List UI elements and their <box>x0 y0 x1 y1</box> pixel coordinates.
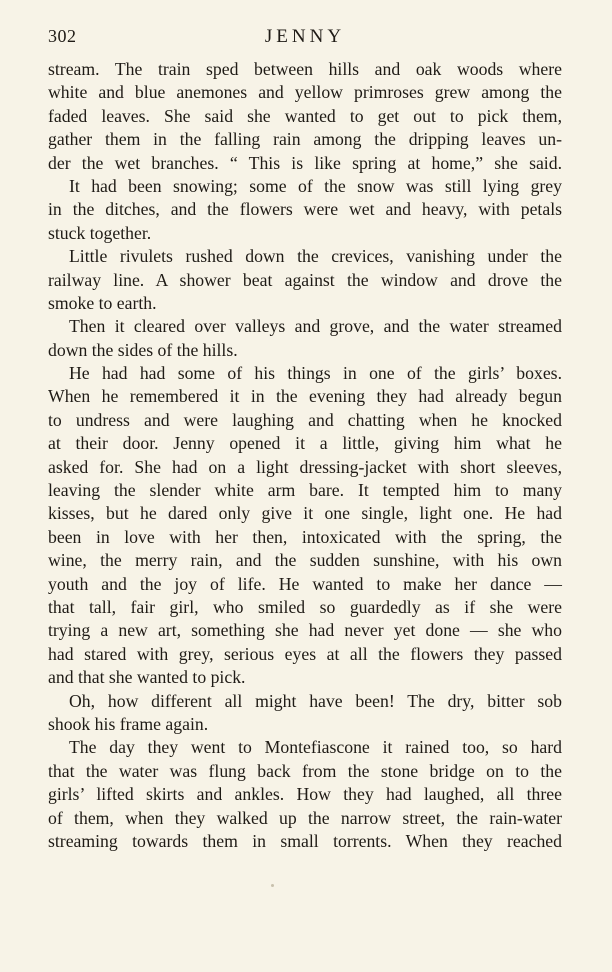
text-line: youth and the joy of life. He wanted to make her dance — <box>48 573 562 594</box>
page-number: 302 <box>48 26 77 46</box>
text-line: smoke to earth. <box>48 292 157 313</box>
text-line: railway line. A shower beat against the window and drove the <box>48 269 562 290</box>
text-line: stream. The train sped between hills and oak woods where <box>48 59 562 79</box>
running-head: JENNY <box>264 26 346 47</box>
text-line: gather them in the falling rain among the dripping leaves un- <box>48 129 562 150</box>
text-line: in the ditches, and the flowers were wet and heavy, with petals <box>48 199 562 220</box>
text-line: to undress and were laughing and chatting when he knocked <box>48 409 562 430</box>
page-header <box>48 26 562 52</box>
text-line: and that she wanted to pick. <box>48 667 246 688</box>
text-line: faded leaves. She said she wanted to get out to pick them, <box>48 105 562 126</box>
text-line: kisses, but he dared only give it one single, light one. He had <box>48 503 562 524</box>
text-line: shook his frame again. <box>48 713 209 734</box>
text-line: trying a new art, something she had never yet done — she who <box>48 620 562 641</box>
text-line: that tall, fair girl, who smiled so guardedly as if she were <box>48 596 562 617</box>
text-line: had stared with grey, serious eyes at all the flowers they passed <box>48 643 562 664</box>
text-line: Little rivulets rushed down the crevices, vanishing under the <box>69 246 562 267</box>
paper-speck <box>271 884 274 887</box>
text-line: leaving the slender white arm bare. It tempted him to many <box>48 480 562 501</box>
text-line: of them, when they walked up the narrow street, the rain-water <box>48 807 562 828</box>
text-line: at their door. Jenny opened it a little, giving him what he <box>48 433 562 454</box>
text-line: Oh, how different all might have been! The dry, bitter sob <box>69 690 562 711</box>
text-line: white and blue anemones and yellow primroses grew among the <box>48 82 562 103</box>
text-line: girls’ lifted skirts and ankles. How they had laughed, all three <box>48 784 562 805</box>
text-line: that the water was flung back from the stone bridge on to the <box>48 760 562 781</box>
text-line: It had been snowing; some of the snow was still lying grey <box>69 175 562 196</box>
text-line: been in love with her then, intoxicated with the spring, the <box>48 526 562 547</box>
text-line: Then it cleared over valleys and grove, and the water streamed <box>69 316 562 337</box>
text-line: asked for. She had on a light dressing-jacket with short sleeves, <box>48 456 562 477</box>
text-line: stuck together. <box>48 222 152 243</box>
text-line: The day they went to Montefiascone it rained too, so hard <box>69 737 562 758</box>
text-line: When he remembered it in the evening they had already begun <box>48 386 562 407</box>
text-line: wine, the merry rain, and the sudden sunshine, with his own <box>48 550 562 571</box>
text-line: der the wet branches. “ This is like spring at home,” she said. <box>48 152 562 173</box>
text-line: He had had some of his things in one of the girls’ boxes. <box>69 363 562 384</box>
text-line: down the sides of the hills. <box>48 339 238 360</box>
text-line: streaming towards them in small torrents. When they reached <box>48 830 562 851</box>
body-text <box>48 58 562 853</box>
